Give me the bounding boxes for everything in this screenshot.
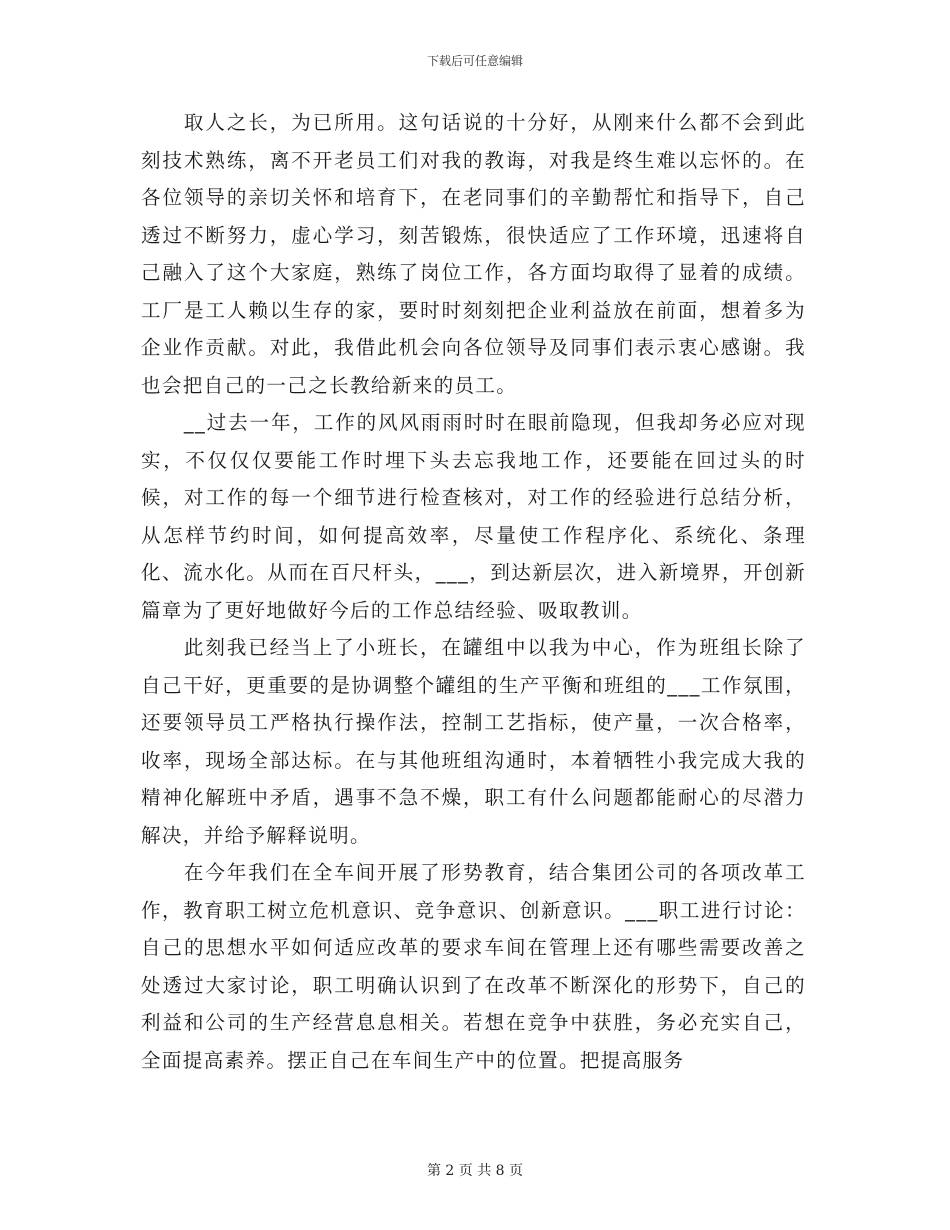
- paragraph: 在今年我们在全车间开展了形势教育，结合集团公司的各项改革工作，教育职工树立危机意识、竞争意识、创新意识。___职工进行讨论：自己的思想水平如何适应改革的要求车间在管理上还有哪些需要改善之处透过大家讨论，职工明确认识到了在改革不断深化的形势下，自己的利益和公司的生产经营息息相关。若想在竞争中获胜，务必充实自己，全面提高素养。摆正自己在车间生产中的位置。把提高服务: [141, 861, 806, 1072]
- paragraph: __过去一年，工作的风风雨雨时时在眼前隐现，但我却务必应对现实，不仅仅仅要能工作时埋下头去忘我地工作，还要能在回过头的时候，对工作的每一个细节进行检查核对，对工作的经验进行总结分析，从怎样节约时间，如何提高效率，尽量使工作程序化、系统化、条理化、流水化。从而在百尺杆头，___，到达新层次，进入新境界，开创新篇章为了更好地做好今后的工作总结经验、吸取教训。: [141, 411, 806, 622]
- paragraph: 取人之长，为已所用。这句话说的十分好，从刚来什么都不会到此刻技术熟练，离不开老员工们对我的教诲，对我是终生难以忘怀的。在各位领导的亲切关怀和培育下，在老同事们的辛勤帮忙和指导下，自己透过不断努力，虚心学习，刻苦锻炼，很快适应了工作环境，迅速将自己融入了这个大家庭，熟练了岗位工作，各方面均取得了显着的成绩。工厂是工人赖以生存的家，要时时刻刻把企业利益放在前面，想着多为企业作贡献。对此，我借此机会向各位领导及同事们表示衷心感谢。我也会把自己的一己之长教给新来的员工。: [141, 111, 806, 397]
- page-number: 第 2 页 共 8 页: [426, 1163, 524, 1179]
- header-note: 下载后可任意编辑: [426, 54, 523, 68]
- body-text: [141, 104, 806, 1079]
- paragraph: 此刻我已经当上了小班长，在罐组中以我为中心，作为班组长除了自己干好，更重要的是协调整个罐组的生产平衡和班组的___工作氛围，还要领导员工严格执行操作法，控制工艺指标，使产量，一次合格率，收率，现场全部达标。在与其他班组沟通时，本着牺牲小我完成大我的精神化解班中矛盾，遇事不急不燥，职工有什么问题都能耐心的尽潜力解决，并给予解释说明。: [141, 636, 806, 847]
